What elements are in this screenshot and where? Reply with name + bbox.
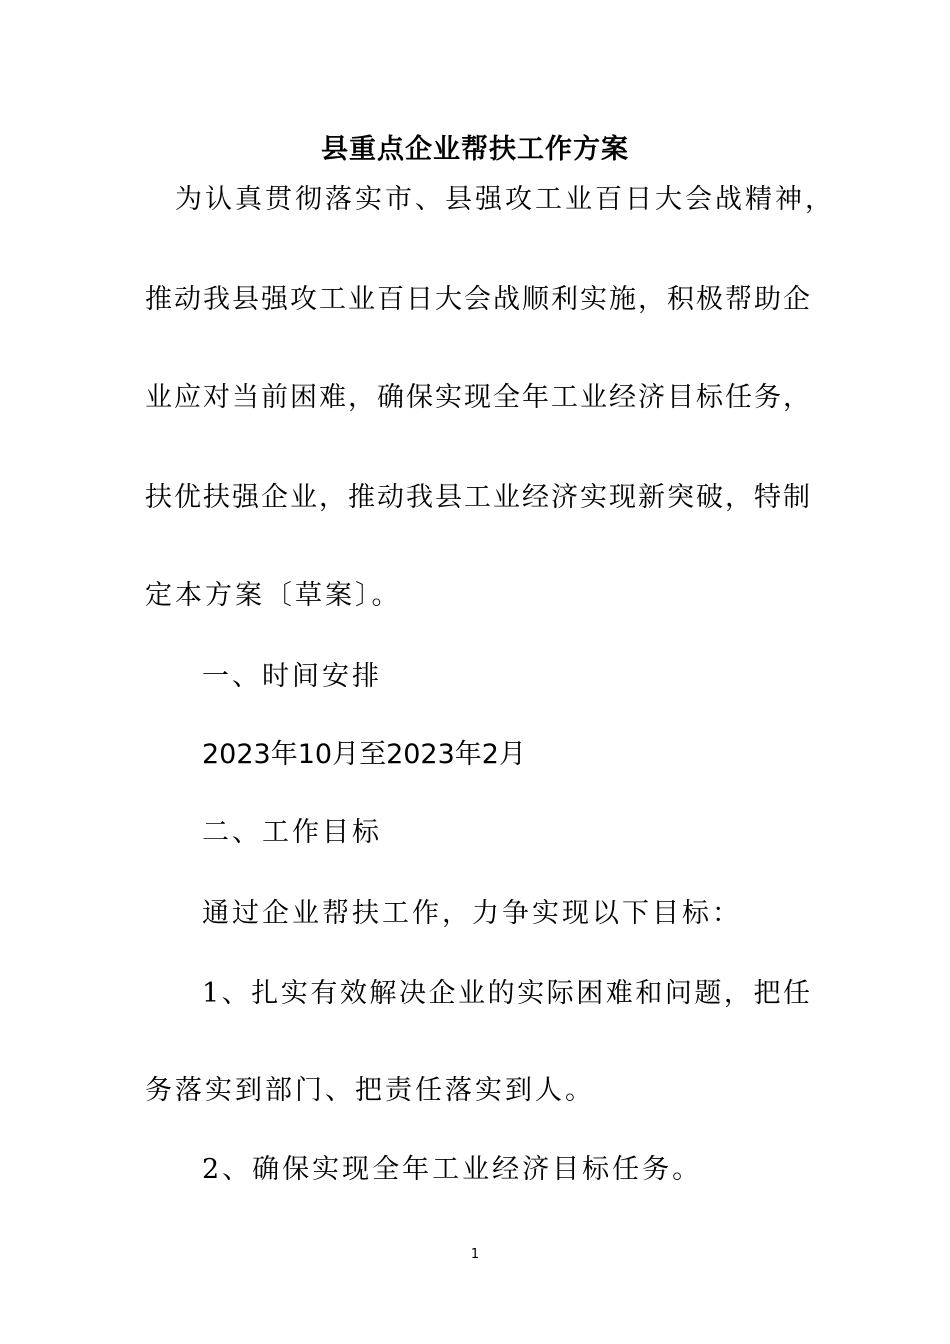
section-heading-schedule: 一、时间安排 — [202, 661, 382, 692]
goal-item-2: 2、确保实现全年工业经济目标任务。 — [202, 1154, 703, 1185]
schedule-dates: 2023年10月至2023年2月 — [202, 739, 526, 770]
goal-item-1-line-1: 1、扎实有效解决企业的实际困难和问题，把任 — [202, 978, 810, 1009]
paragraph-line-4: 扶优扶强企业，推动我县工业经济实现新突破，特制 — [145, 482, 810, 513]
paragraph-line-5: 定本方案〔草案〕。 — [145, 580, 402, 611]
goals-intro: 通过企业帮扶工作，力争实现以下目标： — [202, 898, 742, 929]
paragraph-line-1: 为认真贯彻落实市、县强攻工业百日大会战精神， — [175, 184, 835, 215]
paragraph-line-2: 推动我县强攻工业百日大会战顺利实施，积极帮助企 — [145, 284, 810, 315]
page-number: 1 — [470, 1247, 480, 1262]
section-heading-goals: 二、工作目标 — [202, 817, 382, 848]
goal-item-1-line-2: 务落实到部门、把责任落实到人。 — [145, 1075, 595, 1106]
document-title: 县重点企业帮扶工作方案 — [321, 134, 629, 165]
paragraph-line-3: 业应对当前困难，确保实现全年工业经济目标任务， — [145, 382, 810, 413]
